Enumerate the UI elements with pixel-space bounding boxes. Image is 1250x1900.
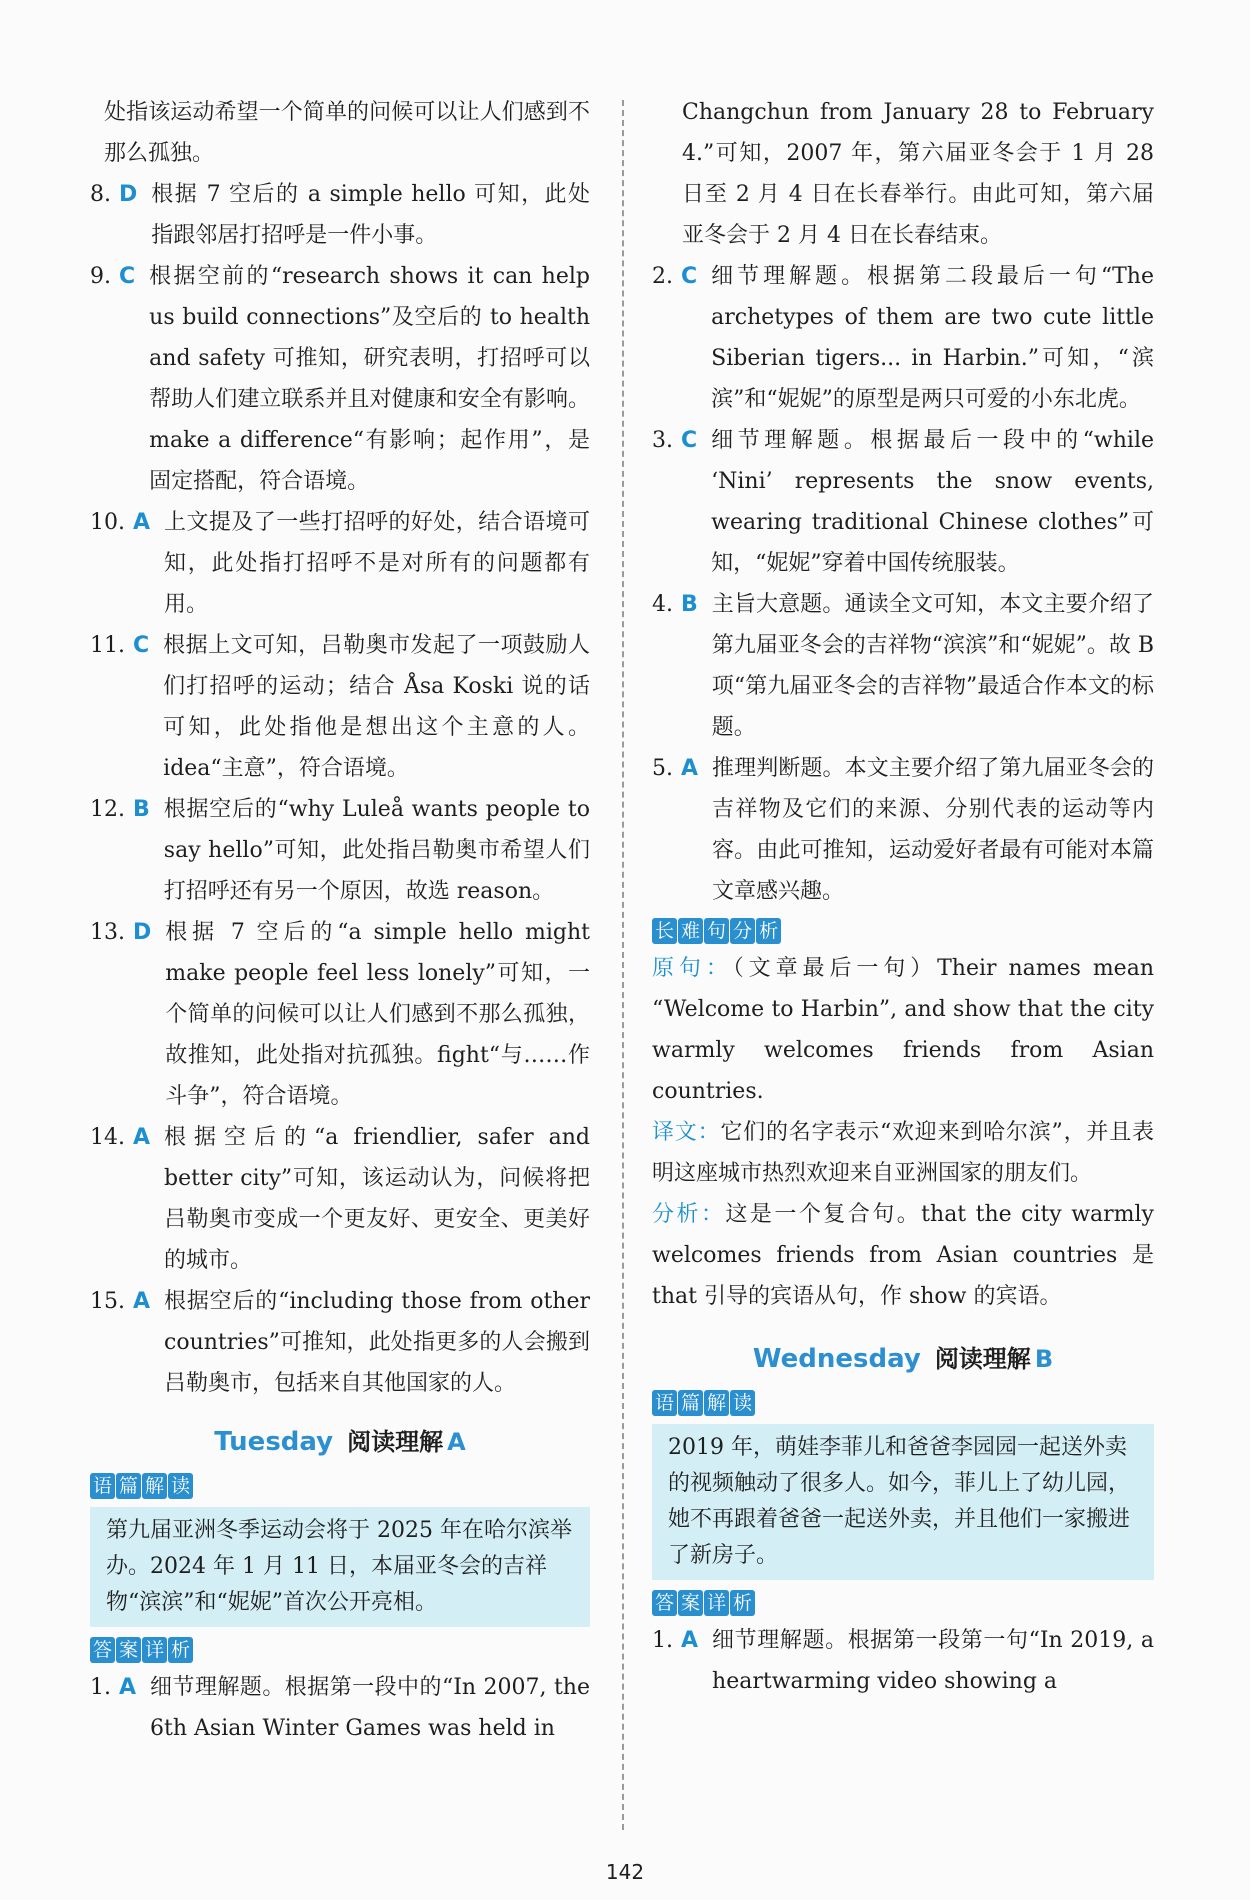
tag-discourse-analysis: 语 篇 解 读 bbox=[90, 1473, 193, 1499]
answer-letter: C bbox=[133, 633, 150, 658]
answer-letter: B bbox=[133, 797, 150, 822]
answer-item-8: 8. D 根据 7 空后的 a simple hello 可知，此处指跟邻居打招呼是一件小事。 bbox=[90, 174, 590, 256]
section-title-tuesday: Tuesday 阅读理解 A bbox=[214, 1427, 466, 1457]
answer-letter: A bbox=[119, 1675, 137, 1700]
answer-item-11: 11. C 根据上文可知，吕勒奥市发起了一项鼓励人们打招呼的运动；结合 Åsa Koski 说的话可知，此处指他是想出这个主意的人。idea“主意”，符合语境。 bbox=[90, 625, 590, 789]
summary-box: 2019 年，萌娃李菲儿和爸爸李园园一起送外卖的视频触动了很多人。如今，菲儿上了幼儿园，她不再跟着爸爸一起送外卖，并且他们一家搬进了新房子。 bbox=[652, 1424, 1154, 1580]
answer-letter: A bbox=[133, 510, 151, 535]
analysis: 分析：这是一个复合句。that the city warmly welcomes friends from Asian countries 是 that 引导的宾语从句，作 show 的宾语。 bbox=[652, 1202, 1154, 1309]
answer-item-5: 5. A 推理判断题。本文主要介绍了第九届亚冬会的吉祥物及它们的来源、分别代表的运动等内容。由此可推知，运动爱好者最有可能对本篇文章感兴趣。 bbox=[652, 748, 1154, 912]
answer-item-9: 9. C 根据空前的“research shows it can help us build connections”及空后的 to health and safety 可推知，研究表明，打招呼可以帮助人们建立联系并且对健康和安全有影响。make a difference“有影响；起作用”，是固定搭配，符合语境。 bbox=[90, 256, 590, 502]
answer-letter: B bbox=[681, 592, 698, 617]
answer-letter: D bbox=[119, 182, 138, 207]
summary-box: 第九届亚洲冬季运动会将于 2025 年在哈尔滨举办。2024 年 1 月 11 日，本届亚冬会的吉祥物“滨滨”和“妮妮”首次公开亮相。 bbox=[90, 1507, 590, 1627]
answer-item-14: 14. A 根据空后的“a friendlier, safer and better city”可知，该运动认为，问候将把吕勒奥市变成一个更友好、更安全、更美好的城市。 bbox=[90, 1117, 590, 1281]
answer-letter: A bbox=[133, 1289, 151, 1314]
answer-item-15: 15. A 根据空后的“including those from other countries”可推知，此处指更多的人会搬到吕勒奥市，包括来自其他国家的人。 bbox=[90, 1281, 590, 1404]
page-number: 142 bbox=[605, 1860, 645, 1884]
answer-item-4: 4. B 主旨大意题。通读全文可知，本文主要介绍了第九届亚冬会的吉祥物“滨滨”和“妮妮”。故 B 项“第九届亚冬会的吉祥物”最适合作本文的标题。 bbox=[652, 584, 1154, 748]
answer-item-12: 12. B 根据空后的“why Luleå wants people to say hello”可知，此处指吕勒奥市希望人们打招呼还有另一个原因，故选 reason。 bbox=[90, 789, 590, 912]
right-column bbox=[652, 92, 1154, 1702]
section-title-wednesday: Wednesday 阅读理解 B bbox=[752, 1344, 1054, 1374]
answer-letter: A bbox=[681, 756, 699, 781]
answer-letter: C bbox=[681, 428, 698, 453]
answer-letter: C bbox=[119, 264, 136, 289]
tag-answer-explanation: 答 案 详 析 bbox=[652, 1590, 755, 1616]
column-divider bbox=[622, 100, 624, 1830]
answer-letter: D bbox=[133, 920, 152, 945]
left-column bbox=[90, 92, 590, 1749]
translation: 译文：它们的名字表示“欢迎来到哈尔滨”，并且表明这座城市热烈欢迎来自亚洲国家的朋友们。 bbox=[652, 1120, 1154, 1186]
answer-item-10: 10. A 上文提及了一些打招呼的好处，结合语境可知，此处指打招呼不是对所有的问题都有用。 bbox=[90, 502, 590, 625]
answer-item-2: 2. C 细节理解题。根据第二段最后一句“The archetypes of them are two cute little Siberian tigers... in Harbin.”可知，“滨滨”和“妮妮”的原型是两只可爱的小东北虎。 bbox=[652, 256, 1154, 420]
answer-item-1: 1. A 细节理解题。根据第一段中的“In 2007, the 6th Asian Winter Games was held in bbox=[90, 1667, 590, 1749]
answer-letter: C bbox=[681, 264, 698, 289]
answer-item-1: 1. A 细节理解题。根据第一段第一句“In 2019, a heartwarming video showing a bbox=[652, 1620, 1154, 1702]
answer-item-13: 13. D 根据 7 空后的“a simple hello might make people feel less lonely”可知，一个简单的问候可以让人们感到不那么孤独，故推知，此处指对抗孤独。fight“与……作斗争”，符合语境。 bbox=[90, 912, 590, 1117]
answer-letter: A bbox=[133, 1125, 151, 1150]
continued-paragraph: 处指该运动希望一个简单的问候可以让人们感到不那么孤独。 bbox=[104, 100, 590, 166]
answer-letter: A bbox=[681, 1628, 699, 1653]
tag-answer-explanation: 答 案 详 析 bbox=[90, 1637, 193, 1663]
answer-item-3: 3. C 细节理解题。根据最后一段中的“while ‘Nini’ represents the snow events, wearing traditional Chinese clothes”可知，“妮妮”穿着中国传统服装。 bbox=[652, 420, 1154, 584]
original-sentence: 原句：（文章最后一句）Their names mean “Welcome to Harbin”, and show that the city warmly welcomes friends from Asian countries. bbox=[652, 956, 1154, 1104]
tag-sentence-analysis: 长 难 句 分 析 bbox=[652, 918, 781, 944]
tag-discourse-analysis: 语 篇 解 读 bbox=[652, 1390, 755, 1416]
continued-paragraph: Changchun from January 28 to February 4.”可知，2007 年，第六届亚冬会于 1 月 28 日至 2 月 4 日在长春举行。由此可知，第六届亚冬会于 2 月 4 日在长春结束。 bbox=[682, 100, 1154, 248]
